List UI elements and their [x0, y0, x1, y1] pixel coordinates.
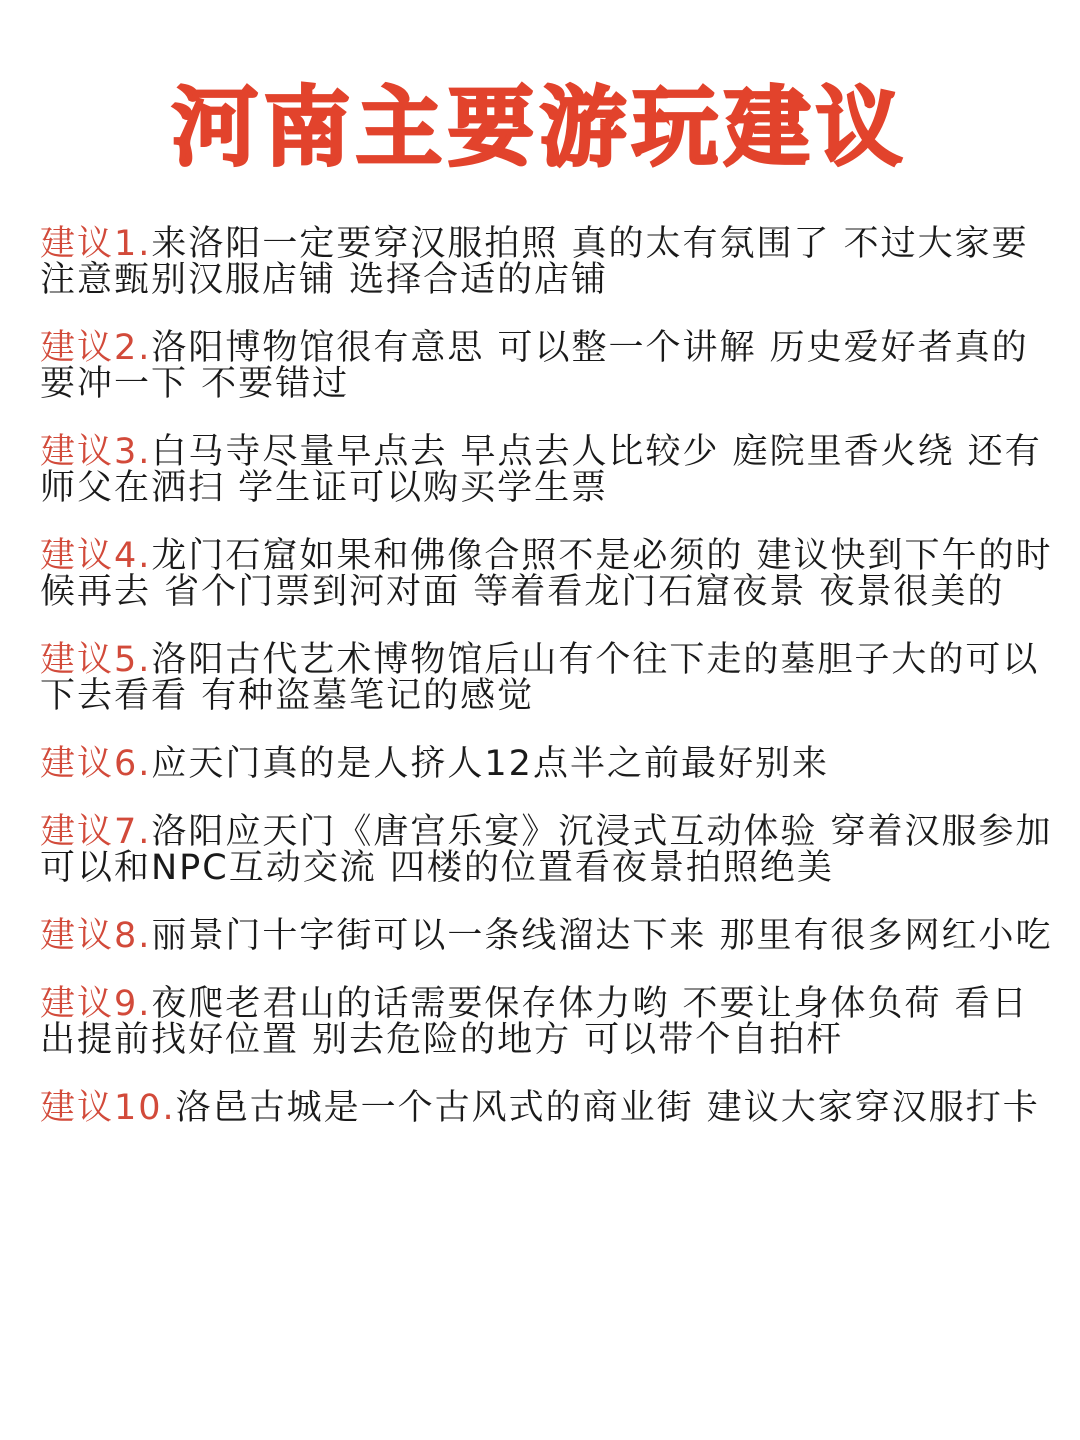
suggestion-text: 洛阳古代艺术博物馆后山有个往下走的墓胆子大的可以下去看看 有种盗墓笔记的感觉 — [40, 640, 1040, 716]
suggestion-label: 建议5. — [40, 640, 152, 680]
suggestion-text: 龙门石窟如果和佛像合照不是必须的 建议快到下午的时候再去 省个门票到河对面 等着看龙门石窟夜景 夜景很美的 — [40, 536, 1053, 612]
suggestion-item — [40, 1090, 1060, 1126]
suggestion-text: 白马寺尽量早点去 早点去人比较少 庭院里香火绕 还有师父在洒扫 学生证可以购买学生票 — [40, 432, 1042, 508]
suggestion-text: 来洛阳一定要穿汉服拍照 真的太有氛围了 不过大家要注意甄别汉服店铺 选择合适的店铺 — [40, 224, 1029, 300]
suggestion-label: 建议8. — [40, 916, 152, 956]
suggestion-list — [40, 226, 1060, 1158]
suggestion-item — [40, 226, 1060, 298]
suggestion-item — [40, 330, 1060, 402]
suggestion-item — [40, 746, 1060, 782]
suggestion-item — [40, 538, 1060, 610]
suggestion-item — [40, 814, 1060, 886]
suggestion-text: 丽景门十字街可以一条线溜达下来 那里有很多网红小吃 — [151, 916, 1053, 956]
suggestion-label: 建议1. — [40, 224, 152, 264]
suggestion-text: 洛邑古城是一个古风式的商业街 建议大家穿汉服打卡 — [175, 1088, 1040, 1128]
suggestion-text: 夜爬老君山的话需要保存体力哟 不要让身体负荷 看日出提前找好位置 别去危险的地方 可以带个自拍杆 — [40, 984, 1029, 1060]
suggestion-label: 建议9. — [40, 984, 152, 1024]
suggestion-label: 建议6. — [40, 744, 152, 784]
suggestion-text: 洛阳博物馆很有意思 可以整一个讲解 历史爱好者真的要冲一下 不要错过 — [40, 328, 1029, 404]
suggestion-text: 应天门真的是人挤人12点半之前最好别来 — [151, 744, 829, 784]
suggestion-label: 建议2. — [40, 328, 152, 368]
suggestion-label: 建议4. — [40, 536, 152, 576]
suggestion-label: 建议10. — [40, 1088, 176, 1128]
suggestion-item — [40, 434, 1060, 506]
suggestion-item — [40, 986, 1060, 1058]
suggestion-label: 建议7. — [40, 812, 152, 852]
suggestion-item — [40, 918, 1060, 954]
page-title: 河南主要游玩建议 — [172, 78, 908, 178]
suggestion-text: 洛阳应天门《唐宫乐宴》沉浸式互动体验 穿着汉服参加 可以和NPC互动交流 四楼的位置看夜景拍照绝美 — [40, 812, 1053, 888]
suggestion-label: 建议3. — [40, 432, 152, 472]
suggestion-item — [40, 642, 1060, 714]
